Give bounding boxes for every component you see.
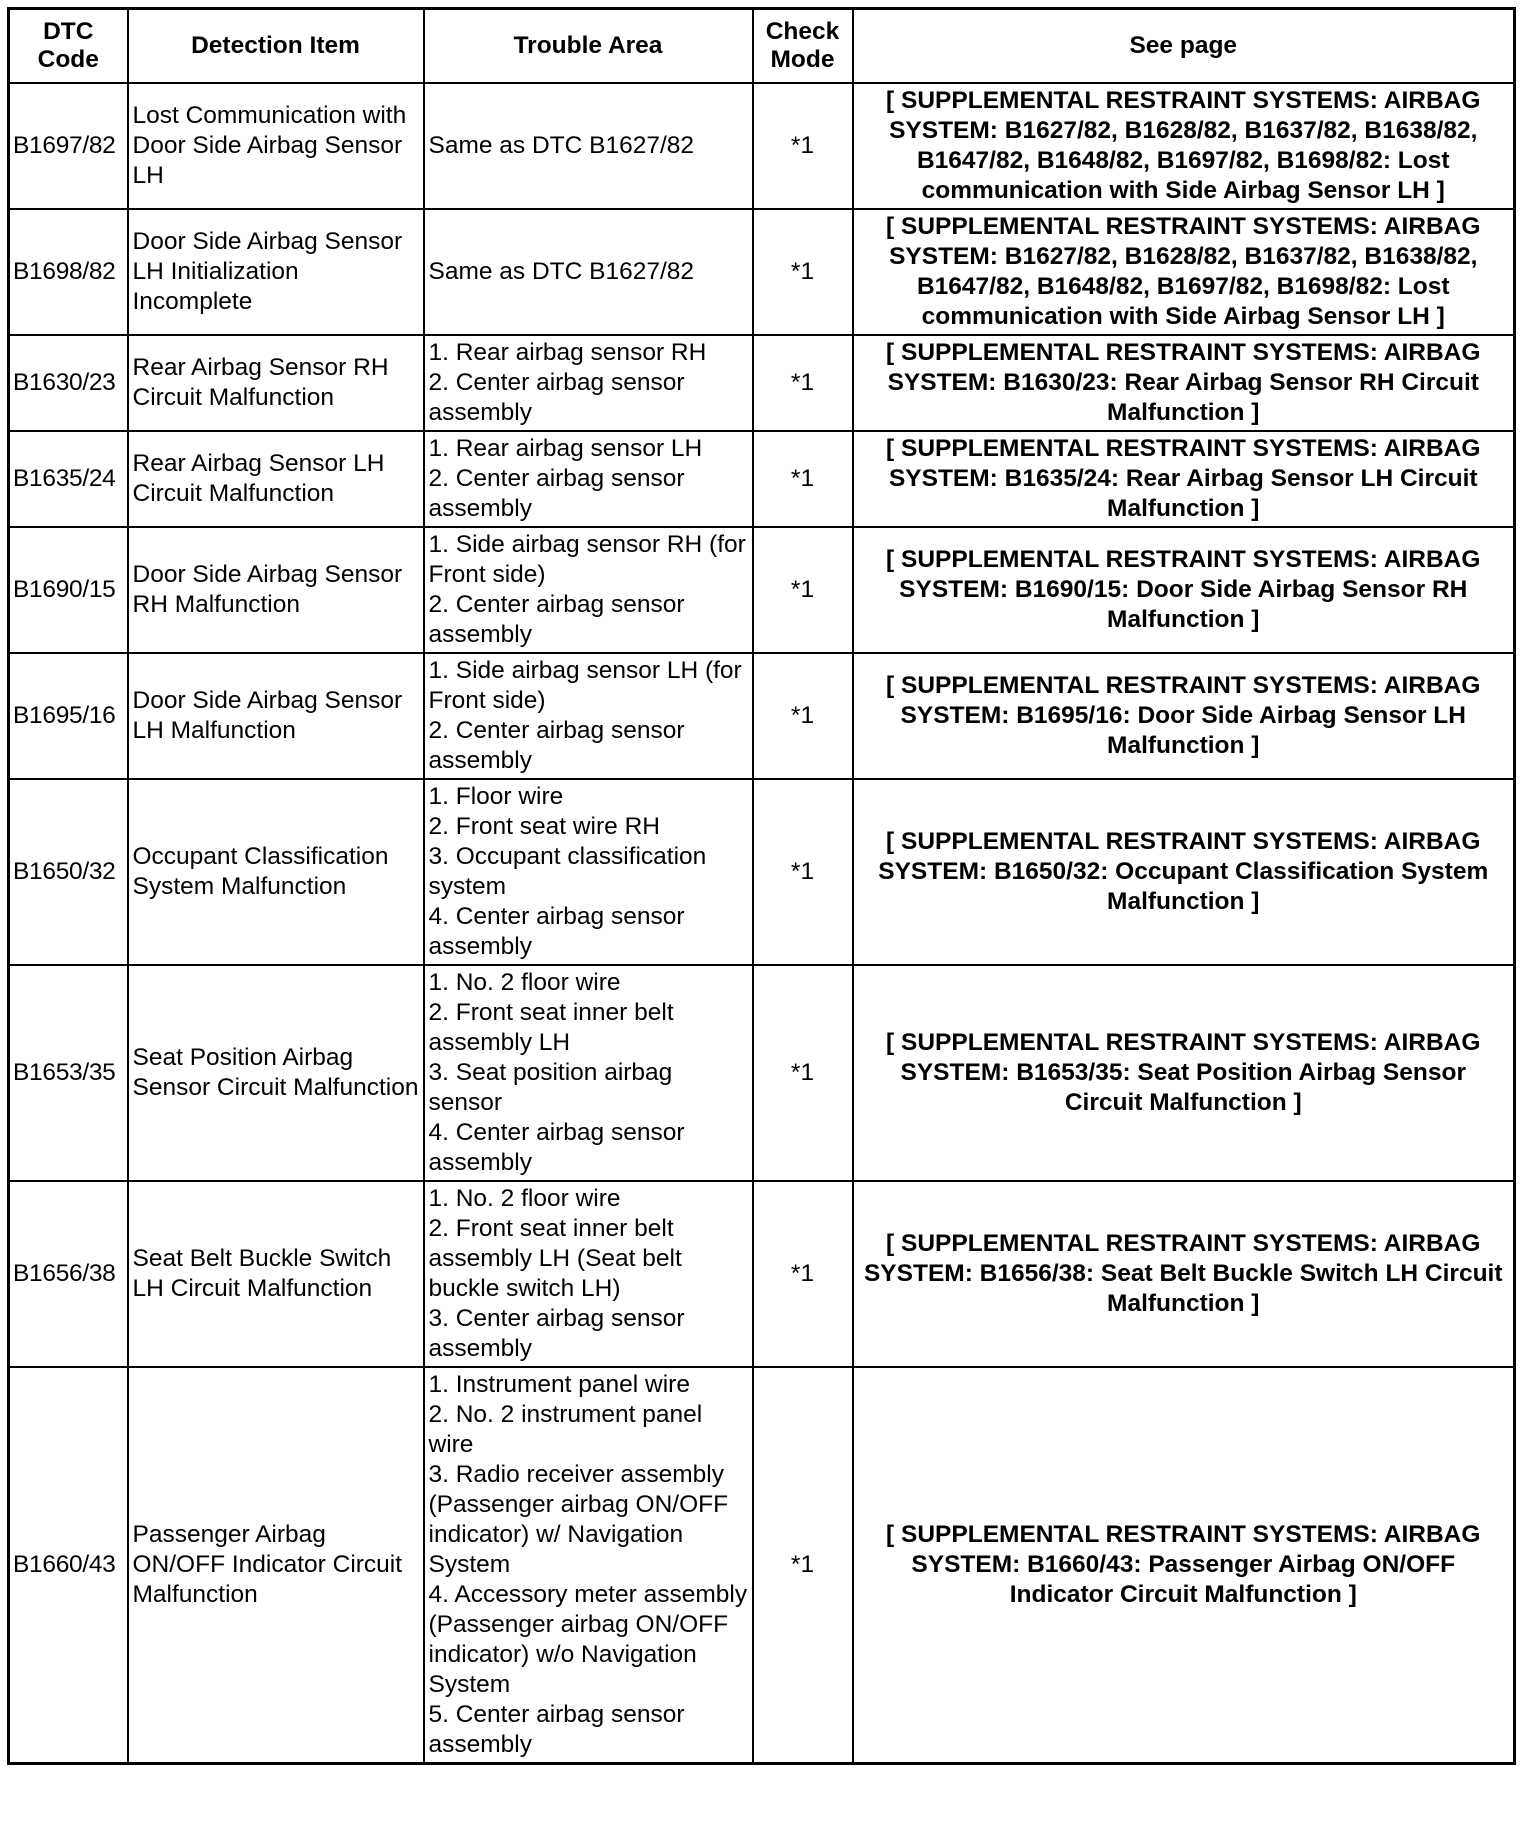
detection-item-cell: Seat Position Airbag Sensor Circuit Malfunction [128, 965, 424, 1181]
header-row [9, 9, 1515, 84]
table-row [9, 83, 1515, 209]
dtc-table [7, 7, 1516, 1765]
trouble-area-line: 2. Center airbag sensor assembly [428, 369, 685, 426]
dtc-code-cell: B1698/82 [9, 209, 128, 335]
header-check-mode [753, 9, 853, 84]
detection-item-cell: Door Side Airbag Sensor LH Initialization Incomplete [128, 209, 424, 335]
header-see-page [853, 9, 1515, 84]
table-row [9, 527, 1515, 653]
table-header [9, 9, 1515, 84]
table-row [9, 209, 1515, 335]
header-dtc-code [9, 9, 128, 84]
table-row [9, 653, 1515, 779]
see-page-cell: [ SUPPLEMENTAL RESTRAINT SYSTEMS: AIRBAG SYSTEM: B1653/35: Seat Position Airbag Sensor Circuit Malfunction ] [853, 965, 1515, 1181]
see-page-cell: [ SUPPLEMENTAL RESTRAINT SYSTEMS: AIRBAG SYSTEM: B1690/15: Door Side Airbag Sensor RH Malfunction ] [853, 527, 1515, 653]
header-trouble-area-label: Trouble Area [513, 32, 663, 59]
trouble-area-line: 1. Floor wire [428, 783, 564, 810]
trouble-area-line: 2. Center airbag sensor assembly [428, 717, 685, 774]
check-mode-cell: *1 [753, 965, 853, 1181]
trouble-area-line: 3. Radio receiver assembly (Passenger airbag ON/OFF indicator) w/ Navigation System [428, 1461, 729, 1578]
detection-item-cell: Seat Belt Buckle Switch LH Circuit Malfunction [128, 1181, 424, 1367]
trouble-area-cell [424, 653, 753, 779]
table-row [9, 431, 1515, 527]
dtc-code-cell: B1635/24 [9, 431, 128, 527]
table-row [9, 1367, 1515, 1764]
trouble-area-line: 3. Occupant classification system [428, 843, 707, 900]
trouble-area-line: 4. Center airbag sensor assembly [428, 903, 685, 960]
header-see-page-label: See page [1129, 32, 1238, 59]
trouble-area-cell [424, 83, 753, 209]
trouble-area-line: 1. Instrument panel wire [428, 1371, 690, 1398]
trouble-area-cell [424, 965, 753, 1181]
trouble-area-line: 3. Center airbag sensor assembly [428, 1305, 685, 1362]
trouble-area-line: 1. No. 2 floor wire [428, 1185, 621, 1212]
detection-item-cell: Lost Communication with Door Side Airbag Sensor LH [128, 83, 424, 209]
trouble-area-cell [424, 1367, 753, 1764]
dtc-code-cell: B1697/82 [9, 83, 128, 209]
see-page-cell: [ SUPPLEMENTAL RESTRAINT SYSTEMS: AIRBAG SYSTEM: B1627/82, B1628/82, B1637/82, B1638/82, B1647/82, B1648/82, B1697/82, B1698/82: Lost communication with Side Airbag Sensor LH ] [853, 83, 1515, 209]
trouble-area-line: 1. Rear airbag sensor LH [428, 435, 703, 462]
detection-item-cell: Door Side Airbag Sensor RH Malfunction [128, 527, 424, 653]
trouble-area-cell [424, 209, 753, 335]
trouble-area-line: Same as DTC B1627/82 [428, 258, 695, 285]
see-page-cell: [ SUPPLEMENTAL RESTRAINT SYSTEMS: AIRBAG SYSTEM: B1627/82, B1628/82, B1637/82, B1638/82, B1647/82, B1648/82, B1697/82, B1698/82: Lost communication with Side Airbag Sensor LH ] [853, 209, 1515, 335]
trouble-area-line: 1. No. 2 floor wire [428, 969, 621, 996]
table-row [9, 779, 1515, 965]
trouble-area-cell [424, 431, 753, 527]
detection-item-cell: Passenger Airbag ON/OFF Indicator Circuit Malfunction [128, 1367, 424, 1764]
dtc-code-cell: B1690/15 [9, 527, 128, 653]
see-page-cell: [ SUPPLEMENTAL RESTRAINT SYSTEMS: AIRBAG SYSTEM: B1695/16: Door Side Airbag Sensor LH Malfunction ] [853, 653, 1515, 779]
check-mode-cell: *1 [753, 1181, 853, 1367]
trouble-area-cell [424, 527, 753, 653]
trouble-area-line: 5. Center airbag sensor assembly [428, 1701, 685, 1758]
check-mode-cell: *1 [753, 335, 853, 431]
dtc-code-cell: B1650/32 [9, 779, 128, 965]
trouble-area-line: 4. Accessory meter assembly (Passenger airbag ON/OFF indicator) w/o Navigation System [428, 1581, 748, 1698]
detection-item-cell: Occupant Classification System Malfunction [128, 779, 424, 965]
trouble-area-line: Same as DTC B1627/82 [428, 132, 695, 159]
dtc-code-cell: B1660/43 [9, 1367, 128, 1764]
dtc-code-cell: B1630/23 [9, 335, 128, 431]
trouble-area-line: 1. Side airbag sensor RH (for Front side) [428, 531, 746, 588]
trouble-area-line: 3. Seat position airbag sensor [428, 1059, 673, 1116]
see-page-cell: [ SUPPLEMENTAL RESTRAINT SYSTEMS: AIRBAG SYSTEM: B1660/43: Passenger Airbag ON/OFF Indicator Circuit Malfunction ] [853, 1367, 1515, 1764]
trouble-area-line: 1. Side airbag sensor LH (for Front side) [428, 657, 742, 714]
check-mode-cell: *1 [753, 1367, 853, 1764]
see-page-cell: [ SUPPLEMENTAL RESTRAINT SYSTEMS: AIRBAG SYSTEM: B1656/38: Seat Belt Buckle Switch LH Circuit Malfunction ] [853, 1181, 1515, 1367]
trouble-area-cell [424, 1181, 753, 1367]
dtc-code-cell: B1656/38 [9, 1181, 128, 1367]
check-mode-cell: *1 [753, 779, 853, 965]
trouble-area-line: 1. Rear airbag sensor RH [428, 339, 707, 366]
detection-item-cell: Rear Airbag Sensor RH Circuit Malfunction [128, 335, 424, 431]
detection-item-cell: Door Side Airbag Sensor LH Malfunction [128, 653, 424, 779]
trouble-area-cell [424, 335, 753, 431]
trouble-area-line: 2. Front seat wire RH [428, 813, 660, 840]
table-row [9, 1181, 1515, 1367]
trouble-area-line: 2. Center airbag sensor assembly [428, 591, 685, 648]
check-mode-cell: *1 [753, 431, 853, 527]
header-check-mode-label: Check Mode [765, 18, 840, 73]
see-page-cell: [ SUPPLEMENTAL RESTRAINT SYSTEMS: AIRBAG SYSTEM: B1650/32: Occupant Classification System Malfunction ] [853, 779, 1515, 965]
header-trouble-area [424, 9, 753, 84]
dtc-code-cell: B1653/35 [9, 965, 128, 1181]
trouble-area-line: 2. No. 2 instrument panel wire [428, 1401, 703, 1458]
table-row [9, 335, 1515, 431]
check-mode-cell: *1 [753, 209, 853, 335]
see-page-cell: [ SUPPLEMENTAL RESTRAINT SYSTEMS: AIRBAG SYSTEM: B1630/23: Rear Airbag Sensor RH Circuit Malfunction ] [853, 335, 1515, 431]
trouble-area-line: 2. Front seat inner belt assembly LH (Seat belt buckle switch LH) [428, 1215, 682, 1302]
header-detection-item-label: Detection Item [191, 32, 360, 59]
table-body [9, 83, 1515, 1764]
trouble-area-cell [424, 779, 753, 965]
check-mode-cell: *1 [753, 527, 853, 653]
check-mode-cell: *1 [753, 653, 853, 779]
see-page-cell: [ SUPPLEMENTAL RESTRAINT SYSTEMS: AIRBAG SYSTEM: B1635/24: Rear Airbag Sensor LH Circuit Malfunction ] [853, 431, 1515, 527]
table-row [9, 965, 1515, 1181]
check-mode-cell: *1 [753, 83, 853, 209]
dtc-code-cell: B1695/16 [9, 653, 128, 779]
trouble-area-line: 2. Center airbag sensor assembly [428, 465, 685, 522]
trouble-area-line: 4. Center airbag sensor assembly [428, 1119, 685, 1176]
trouble-area-line: 2. Front seat inner belt assembly LH [428, 999, 674, 1056]
header-dtc-code-label: DTC Code [37, 18, 99, 73]
header-detection-item [128, 9, 424, 84]
detection-item-cell: Rear Airbag Sensor LH Circuit Malfunction [128, 431, 424, 527]
